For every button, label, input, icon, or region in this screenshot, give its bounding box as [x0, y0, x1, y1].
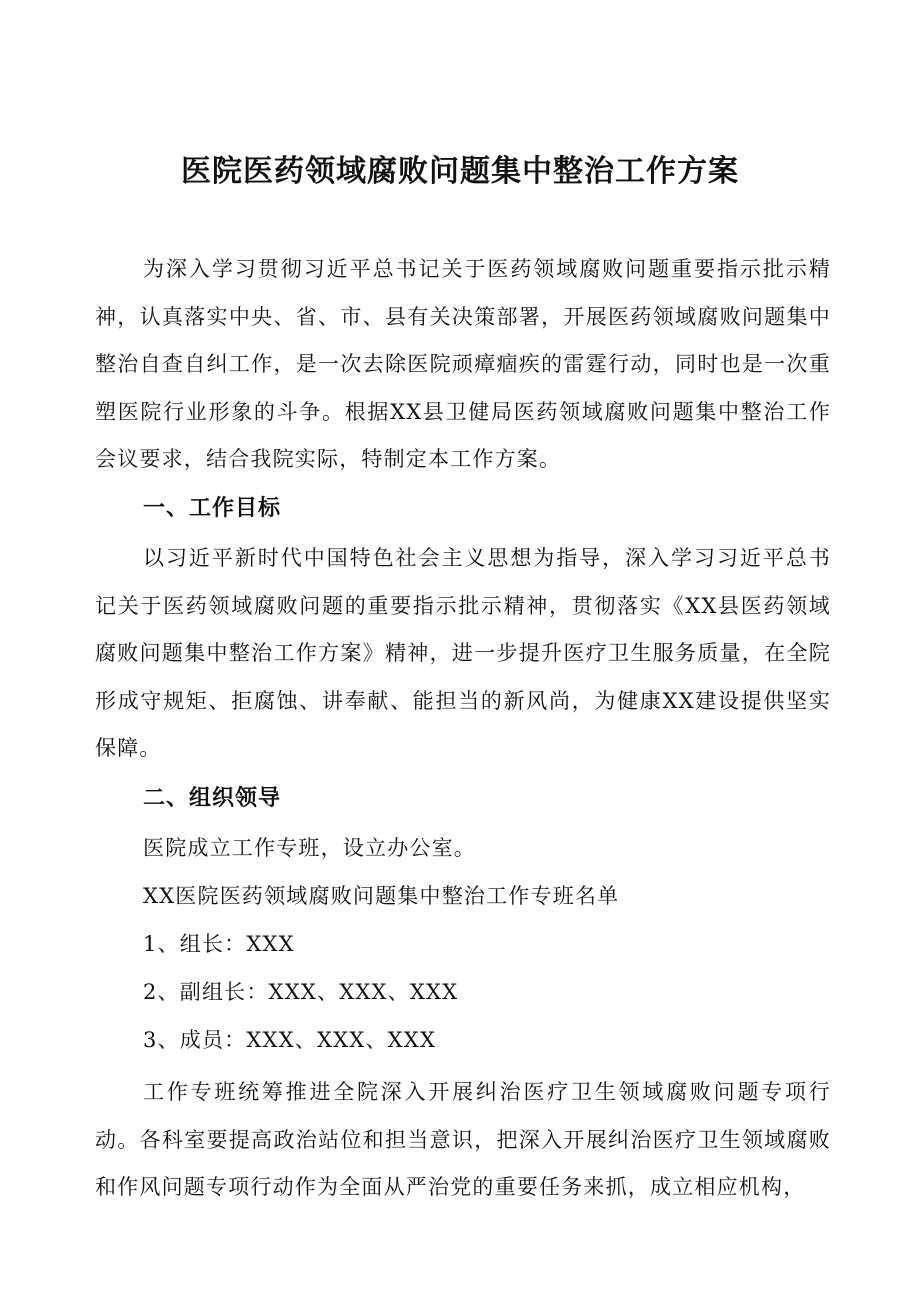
document-title: 医院医药领域腐败问题集中整治工作方案 [181, 154, 739, 189]
team-member-leader: 1、组长：XXX [143, 932, 295, 956]
team-member-deputy: 2、副组长：XXX、XXX、XXX [143, 980, 459, 1004]
section-heading-goals: 一、工作目标 [143, 496, 282, 521]
section-heading-organization: 二、组织领导 [143, 786, 282, 811]
intro-paragraph: 为深入学习贯彻习近平总书记关于医药领域腐败问题重要指示批示精神，认真落实中央、省、市、县有关决策部署，开展医药领域腐败问题集中整治自查自纠工作，是一次去除医院顽瘴痼疾的雷霆行动，同时也是一次重塑医院行业形象的斗争。根据XX县卫健局医药领域腐败问题集中整治工作会议要求，结合我院实际，特制定本工作方案。 [95, 257, 831, 471]
goals-paragraph: 以习近平新时代中国特色社会主义思想为指导，深入学习习近平总书记关于医药领域腐败问题的重要指示批示精神，贯彻落实《XX县医药领域腐败问题集中整治工作方案》精神，进一步提升医疗卫生服务质量，在全院形成守规矩、拒腐蚀、讲奉献、能担当的新风尚，为健康XX建设提供坚实保障。 [95, 546, 831, 760]
team-duty-paragraph: 工作专班统筹推进全院深入开展纠治医疗卫生领域腐败问题专项行动。各科室要提高政治站位和担当意识，把深入开展纠治医疗卫生领域腐败和作风问题专项行动作为全面从严治党的重要任务来抓，成立相应机构， [95, 1080, 831, 1199]
team-list-title: XX医院医药领域腐败问题集中整治工作专班名单 [143, 884, 620, 908]
team-member-members: 3、成员：XXX、XXX、XXX [143, 1028, 437, 1052]
organization-line: 医院成立工作专班，设立办公室。 [143, 836, 476, 860]
